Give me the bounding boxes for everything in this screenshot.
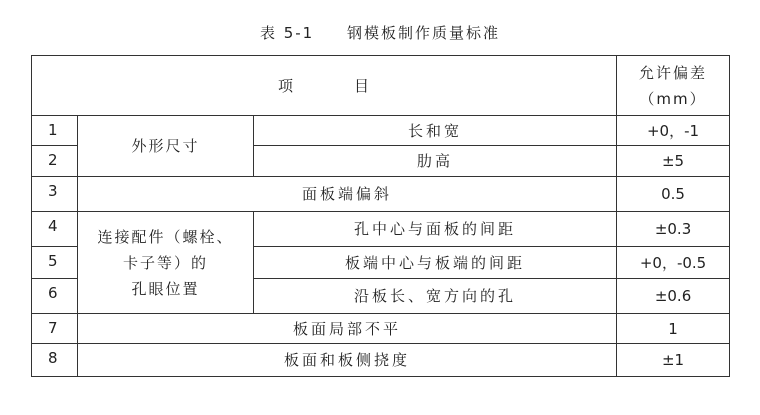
row-number: 8	[32, 344, 78, 377]
table-row	[32, 344, 730, 377]
table-title: 钢模板制作质量标准	[347, 24, 501, 42]
row-number: 2	[32, 146, 78, 177]
row-tolerance: ±1	[617, 344, 730, 377]
group-connectors-line2: 卡子等）的	[122, 253, 208, 272]
header-item-a: 项	[278, 76, 295, 95]
group-connectors-line1: 连接配件（螺栓、	[97, 227, 234, 246]
row-number: 7	[32, 314, 78, 344]
header-tolerance-cell	[617, 56, 730, 116]
row-tolerance: 0.5	[617, 177, 730, 212]
row-number: 3	[32, 177, 78, 212]
row-tolerance: +0，-0.5	[617, 247, 730, 279]
header-row	[32, 56, 730, 116]
row-number: 6	[32, 279, 78, 314]
header-item-b: 目	[354, 76, 371, 95]
header-item-cell	[32, 56, 617, 116]
row-tolerance: ±0.6	[617, 279, 730, 314]
row-item: 沿板长、宽方向的孔	[254, 279, 617, 314]
group-connectors	[78, 212, 254, 314]
row-tolerance: ±5	[617, 146, 730, 177]
header-tolerance-line2: （mm）	[639, 89, 707, 108]
row-item: 板面和板侧挠度	[78, 344, 617, 377]
row-tolerance: ±0.3	[617, 212, 730, 247]
table-row	[32, 177, 730, 212]
header-tolerance-line1: 允许偏差	[639, 63, 708, 82]
row-number: 5	[32, 247, 78, 279]
table-row	[32, 116, 730, 146]
row-item: 板面局部不平	[78, 314, 617, 344]
row-item: 肋高	[254, 146, 617, 177]
row-tolerance: +0，-1	[617, 116, 730, 146]
row-item: 孔中心与面板的间距	[254, 212, 617, 247]
row-item: 板端中心与板端的间距	[254, 247, 617, 279]
row-number: 4	[32, 212, 78, 247]
table-caption	[0, 22, 760, 43]
table-row	[32, 314, 730, 344]
table-row	[32, 212, 730, 247]
row-item: 长和宽	[254, 116, 617, 146]
row-item: 面板端偏斜	[78, 177, 617, 212]
group-connectors-line3: 孔眼位置	[131, 279, 200, 298]
quality-standard-table	[31, 55, 730, 377]
row-number: 1	[32, 116, 78, 146]
row-tolerance: 1	[617, 314, 730, 344]
table-number: 表 5-1	[259, 24, 315, 42]
group-shape-size: 外形尺寸	[78, 116, 254, 177]
